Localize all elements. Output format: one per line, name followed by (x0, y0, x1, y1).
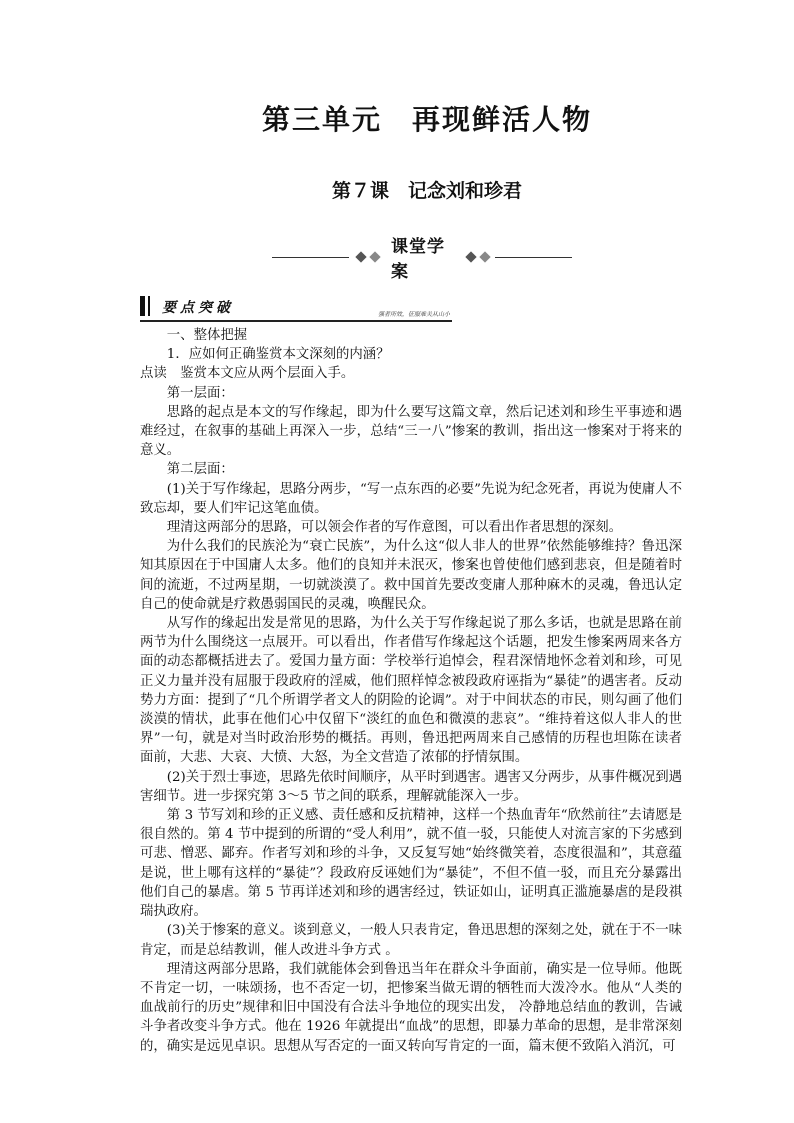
question-heading: 1．应如何正确鉴赏本文深刻的内涵？ (166, 347, 390, 363)
paragraph: 从写作的缘起出发是常见的思路，为什么关于写作缘起说了那么多话，也就是思路在前两节为什么围绕这一点展开。可以看出，作者借写作缘起这个话题，把发生惨案两周来各方面的动态都概括进去了。爱国力量方面：学校举行追悼会，程君深情地怀念着刘和珍，可见正义力量并没有屈服于段政府的淫威，他们照样悼念被段政府诬指为“暴徒”的遇害者。反动势力方面：提到了“几个所谓学者文人的阴险的论调”。对于中间状态的市民，则勾画了他们淡漠的情状，此事在他们心中仅留下“淡红的血色和微漠的悲哀”。“维持着这似人非人的世界”一句，就是对当时政治形势的概括。再则，鲁迅把两周来自己感情的历程也坦陈在读者面前，大悲、大哀、大愤、大怒，为全文营造了浓郁的抒情氛围。 (140, 616, 682, 766)
paragraph: 思路的起点是本文的写作缘起，即为什么要写这篇文章，然后记述刘和珍生平事迹和遇难经过，在叙事的基础上再深入一步，总结“三一八”惨案的教训，指出这一惨案对于将来的意义。 (140, 404, 682, 459)
body-text (140, 326, 682, 1056)
paragraph: (2)关于烈士事迹，思路先依时间顺序，从平时到遇害。遇害又分两步，从事件概况到遇害细节。进一步探究第 3～5 节之间的联系，理解就能深入一步。 (140, 769, 682, 804)
unit-title: 第三单元 再现鲜活人物 (261, 103, 592, 136)
paragraph: 第 3 节写刘和珍的正义感、责任感和反抗精神，这样一个热血青年“欣然前往”去请愿是很自然的。第 4 节中提到的所谓的“受人利用”，就不值一驳，只能使人对流言家的下劣感到可悲、憎恶、鄙弃。作者写刘和珍的斗争，又反复写她“始终微笑着，态度很温和”，其意蕴是说，世上哪有这样的“暴徒”？段政府反诬她们为“暴徒”，不但不值一驳，而且充分暴露出他们自己的暴虐。第 5 节再详述刘和珍的遇害经过，铁证如山，证明真正滥施暴虐的是段祺瑞执政府。 (140, 808, 682, 920)
paragraph: (3)关于惨案的意义。谈到意义，一般人只表肯定，鲁迅思想的深刻之处，就在于不一味肯定，而是总结教训，催人改进斗争方式 。 (140, 923, 682, 958)
header-bar-icon (148, 296, 150, 316)
diamond-ornament-icon (463, 252, 491, 262)
header-bar-icon (140, 296, 145, 316)
banner-left-rule (272, 257, 349, 258)
key-points-header (140, 294, 452, 322)
lesson-title: 第７课 记念刘和珍君 (331, 180, 522, 202)
paragraph: 第二层面： (166, 462, 234, 478)
paragraph: 点读 鉴赏本文应从两个层面入手。 (140, 366, 355, 382)
section-banner-title: 课堂学案 (391, 237, 446, 282)
paragraph: 一、整体把握 (166, 328, 248, 343)
paragraph: 为什么我们的民族沦为“衰亡民族”，为什么这“似人非人的世界”依然能够维持？鲁迅深知其原因在于中国庸人太多。他们的良知并未泯灭，惨案也曾使他们感到悲哀，但是随着时间的流逝，不过两星期，一切就淡漠了。救中国首先要改变庸人那种麻木的灵魂，鲁迅认定自己的使命就是疗救愚弱国民的灵魂，唤醒民众。 (140, 539, 682, 612)
paragraph: 理清这两部分思路，我们就能体会到鲁迅当年在群众斗争面前，确实是一位导师。他既不肯定一切，一味颂扬，也不否定一切，把惨案当做无谓的牺牲而大泼冷水。他从“人类的血战前行的历史”规律和旧中国没有合法斗争地位的现实出发， 冷静地总结血的教训，告诫斗争者改变斗争方式。他在 1926 年就提出“血战”的思想，即暴力革命的思想，是非常深刻的，确实是远见卓识。思想从写否定的一面又转向写肯定的一面，篇末便不致陷入消沉，可 (140, 961, 682, 1054)
paragraph: 第一层面： (166, 385, 234, 401)
key-points-label: 要点突破 (162, 300, 234, 316)
section-banner (272, 237, 572, 282)
key-points-subtitle: 强者所效，征服难关从山小 (377, 311, 450, 318)
diamond-ornament-icon (353, 252, 381, 262)
paragraph: (1)关于写作缘起，思路分两步，“写一点东西的必要”先说为纪念死者，再说为使庸人不致忘却，要人们牢记这笔血债。 (140, 481, 682, 516)
paragraph: 理清这两部分的思路，可以领会作者的写作意图，可以看出作者思想的深刻。 (166, 520, 623, 536)
banner-right-rule (495, 257, 572, 258)
